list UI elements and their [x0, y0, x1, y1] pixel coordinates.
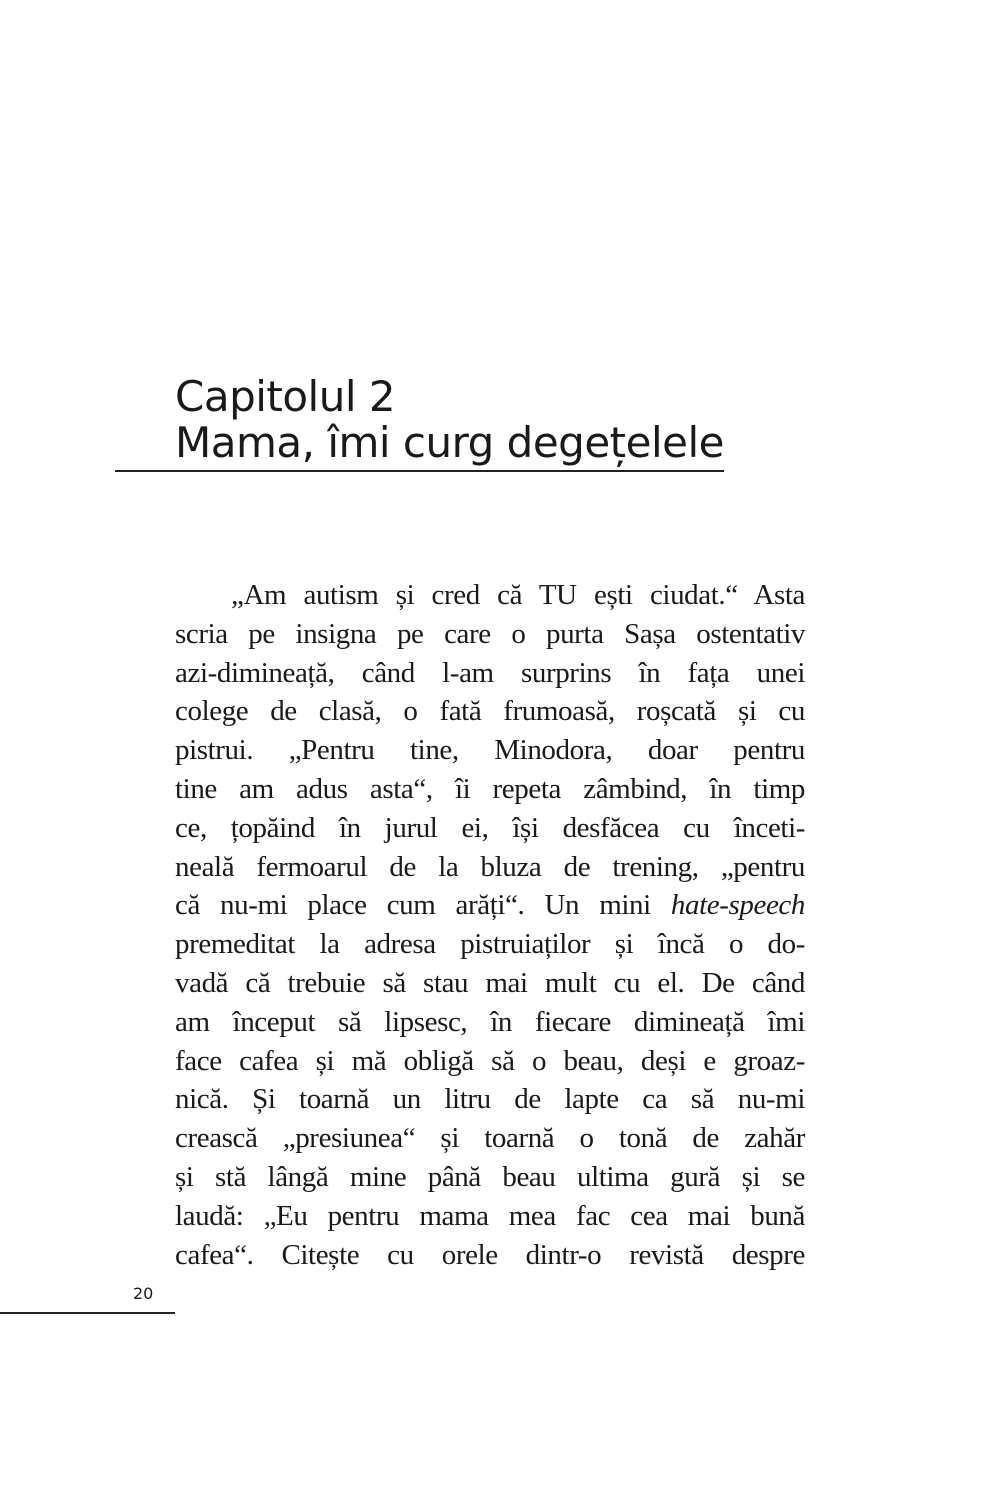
page-number: 20: [133, 1284, 154, 1303]
body-line: premeditat la adresa pistruiaților și încă o do-: [175, 928, 805, 961]
body-line: cafea“. Citește cu orele dintr-o revistă despre: [175, 1238, 805, 1271]
body-line: scria pe insigna pe care o purta Sașa ostentativ: [175, 617, 805, 650]
body-line: vadă că trebuie să stau mai mult cu el. De când: [175, 966, 805, 999]
body-line: azi-dimineață, când l-am surprins în fața unei: [175, 656, 805, 689]
body-line: nică. Și toarnă un litru de lapte ca să nu-mi: [175, 1083, 805, 1116]
chapter-title: Mama, îmi curg degețelele: [175, 418, 725, 467]
body-line: am început să lipsesc, în fiecare dimineață îmi: [175, 1005, 805, 1038]
body-line: laudă: „Eu pentru mama mea fac cea mai bună: [175, 1199, 805, 1232]
body-line: neală fermoarul de la bluza de trening, „pentru: [175, 850, 805, 883]
body-line: și stă lângă mine până beau ultima gură și se: [175, 1160, 805, 1193]
chapter-number: Capitolul 2: [175, 372, 396, 421]
body-line: face cafea și mă obligă să o beau, deși e groaz-: [175, 1044, 805, 1077]
body-line: „Am autism și cred că TU ești ciudat.“ Asta: [231, 579, 805, 611]
body-line-italic: [175, 886, 805, 925]
body-line: pistrui. „Pentru tine, Minodora, doar pentru: [175, 734, 805, 767]
title-rule: [115, 470, 724, 472]
body-line: ce, țopăind în jurul ei, își desfăcea cu înceti-: [175, 811, 805, 844]
body-line: crească „presiunea“ și toarnă o tonă de zahăr: [175, 1122, 805, 1155]
body-line: colege de clasă, o fată frumoasă, roșcată și cu: [175, 695, 805, 728]
footer-rule: [0, 1312, 175, 1314]
body-line-roman-part: că nu-mi place cum arăți“. Un mini: [175, 889, 671, 922]
body-line: tine am adus asta“, îi repeta zâmbind, în timp: [175, 772, 805, 805]
body-line-italic-part: hate-speech: [670, 889, 805, 922]
body-text: [175, 576, 805, 1274]
